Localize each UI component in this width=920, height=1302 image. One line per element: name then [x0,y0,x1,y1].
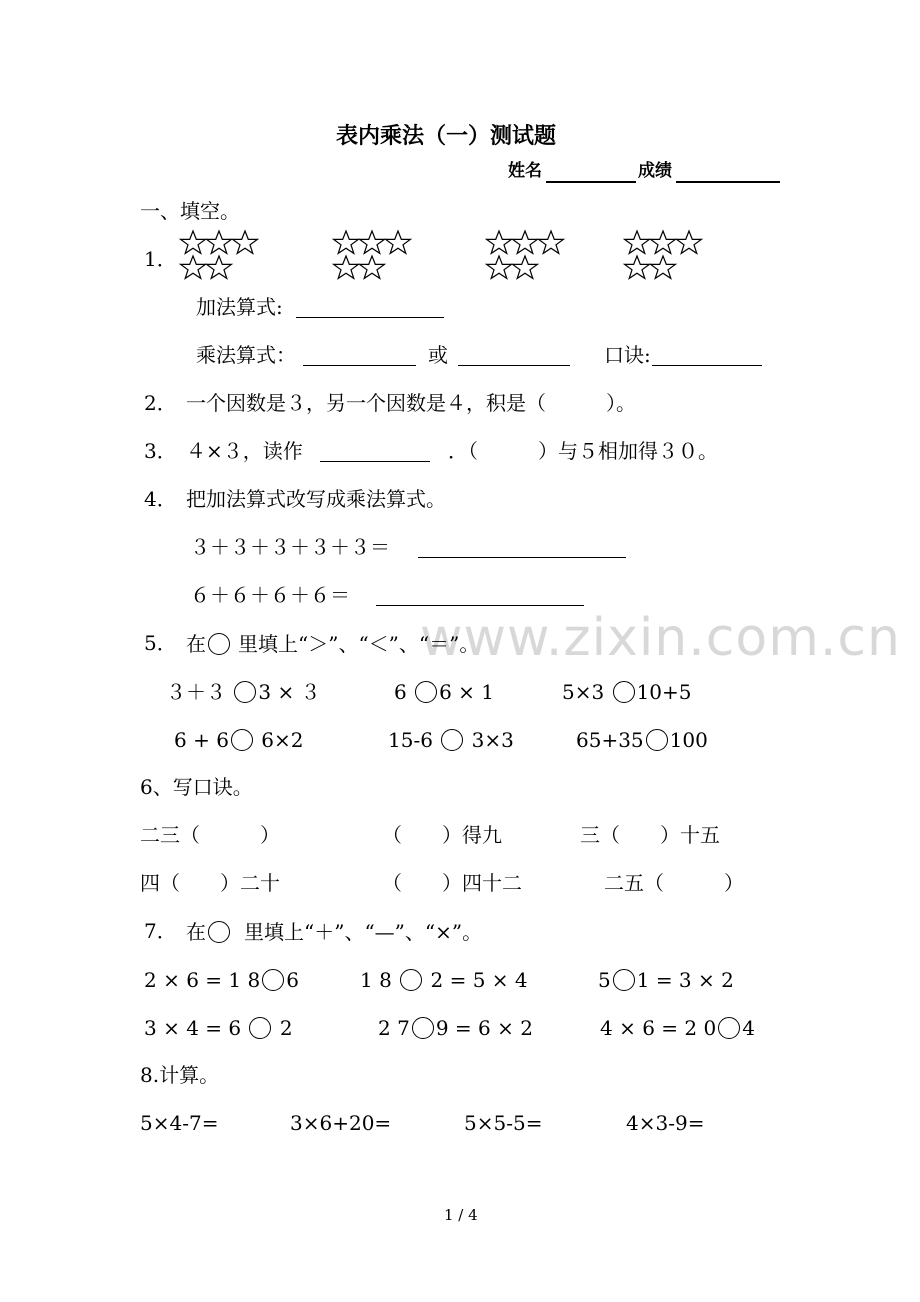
right-expr: 1 = 3 × 2 [636,968,734,992]
blank-circle-icon[interactable] [208,633,230,655]
chant-item: 三（ ）十五 [580,823,720,847]
star-outline-icon [651,231,676,253]
compare-item [166,681,321,703]
star-outline-icon [360,231,385,253]
question-text: 把加法算式改写成乘法算式。 [186,487,446,511]
chant-label-text: 口诀 [604,343,644,367]
blank-circle-icon[interactable] [646,729,668,751]
right-expr: 100 [669,728,708,752]
left-expr: 65+35 [576,728,644,752]
right-expr: 2 [279,1016,293,1040]
question-text [186,633,479,655]
right-expr: 6 × 1 [439,680,495,704]
question-text [186,921,482,943]
star-group [178,229,268,283]
question-number: 1． [144,247,177,271]
chant-answer-field[interactable] [652,365,762,366]
blank-circle-icon[interactable] [234,681,256,703]
multiplication-label: 乘法算式： [196,343,296,367]
compare-item [576,729,708,751]
calc-item: 4×3-9= [626,1111,705,1135]
blank-circle-icon[interactable] [613,681,635,703]
score-field[interactable] [676,181,780,183]
chant-item: （ ）得九 [382,823,502,847]
score-label: 成绩 [638,161,672,181]
compare-item [394,681,494,703]
question-text: ４×３，读作 [186,439,303,463]
blank-circle-icon[interactable] [441,729,463,751]
star-group [484,229,574,283]
colon: : [276,295,283,319]
section-heading: 6、写口诀。 [140,775,253,799]
question-text: ．（ ）与５相加得３０。 [448,439,718,463]
operator-item [598,969,734,991]
text-part: 里填上“＞”、“＜”、“＝”。 [238,632,480,656]
star-outline-icon [513,231,538,253]
star-outline-icon [386,231,411,253]
operator-item [600,1017,755,1039]
star-outline-icon [677,231,702,253]
star-outline-icon [487,256,512,278]
star-outline-icon [651,256,676,278]
right-expr: 4 [742,1016,755,1040]
right-expr: 2 = 5 × 4 [430,968,528,992]
addition-answer-field[interactable] [296,317,444,318]
chant-item: 四（ ）二十 [140,871,280,895]
operator-item [378,1017,533,1039]
star-group [622,229,712,283]
text-part: 里填上“＋”、“—”、“×”。 [244,920,483,944]
question-number: 4． [144,487,177,511]
right-expr: 9 = 6 × 2 [435,1016,533,1040]
blank-circle-icon[interactable] [412,1017,434,1039]
right-expr: 6 [286,968,299,992]
right-expr: 3 × ３ [258,680,321,704]
section-heading: 8.计算。 [140,1063,220,1087]
left-expr: 5 [598,968,611,992]
question-number: 3． [144,439,177,463]
addition-label-text: 加法算式 [196,295,276,319]
expression: ３＋３＋３＋３＋３＝ [190,535,390,559]
watermark: www.zixin.com.cn [420,608,901,668]
compare-item [562,681,692,703]
operator-item [360,969,528,991]
star-outline-icon [360,256,385,278]
blank-circle-icon[interactable] [400,969,422,991]
blank-circle-icon[interactable] [262,969,284,991]
text-part: 在 [186,632,206,656]
operator-item [144,1017,293,1039]
left-expr: 2 7 [378,1016,410,1040]
expression-answer-field[interactable] [376,605,584,606]
star-outline-icon [513,256,538,278]
star-outline-icon [233,231,258,253]
calc-item: 5×4-7= [140,1111,219,1135]
left-expr: 4 × 6 = 2 0 [600,1016,717,1040]
multiplication-answer-field-2[interactable] [458,365,570,366]
star-outline-icon [207,256,232,278]
operator-item [144,969,299,991]
right-expr: 3×3 [471,728,514,752]
left-expr: 15-6 [388,728,433,752]
expression: ６＋６＋６＋６＝ [190,583,350,607]
blank-circle-icon[interactable] [415,681,437,703]
colon: : [644,343,651,367]
compare-item [388,729,514,751]
section-heading: 一、填空。 [140,199,240,223]
star-outline-icon [625,231,650,253]
chant-item: （ ）四十二 [382,871,522,895]
calc-item: 5×5-5= [464,1111,543,1135]
question-text: 一个因数是３，另一个因数是４，积是（ ）。 [186,391,636,415]
read-as-answer-field[interactable] [320,461,430,462]
calc-item: 3×6+20= [290,1111,392,1135]
blank-circle-icon[interactable] [613,969,635,991]
name-label: 姓名 [508,161,542,181]
left-expr: 1 8 [360,968,392,992]
question-number: 5． [144,631,177,655]
chant-item: 二三（ ） [140,823,280,847]
left-expr: 5×3 [562,680,605,704]
left-expr: 6 [394,680,407,704]
star-outline-icon [539,231,564,253]
star-outline-icon [334,256,359,278]
chant-item: 二五（ ） [604,871,744,895]
left-expr: ３＋３ [166,680,226,704]
blank-circle-icon[interactable] [208,921,230,943]
left-expr: 3 × 4 = 6 [144,1016,242,1040]
star-outline-icon [181,231,206,253]
addition-label [196,297,283,317]
name-field[interactable] [546,181,636,183]
blank-circle-icon[interactable] [718,1017,740,1039]
text-part: 在 [186,920,206,944]
right-expr: 10+5 [636,680,692,704]
question-number: 2． [144,391,177,415]
multiplication-answer-field-1[interactable] [303,365,416,366]
compare-item [174,729,304,751]
page-number: 1 / 4 [444,1206,478,1224]
blank-circle-icon[interactable] [231,729,253,751]
question-number: 7． [144,919,177,943]
or-label: 或 [428,343,448,367]
blank-circle-icon[interactable] [249,1017,271,1039]
expression-answer-field[interactable] [418,557,626,558]
star-group [331,229,421,283]
left-expr: 2 × 6 = 1 8 [144,968,261,992]
chant-label [604,345,651,365]
star-outline-icon [207,231,232,253]
star-outline-icon [334,231,359,253]
star-outline-icon [181,256,206,278]
left-expr: 6 + 6 [174,728,229,752]
star-outline-icon [625,256,650,278]
right-expr: 6×2 [261,728,304,752]
page-title: 表内乘法（一）测试题 [336,124,557,149]
star-outline-icon [487,231,512,253]
